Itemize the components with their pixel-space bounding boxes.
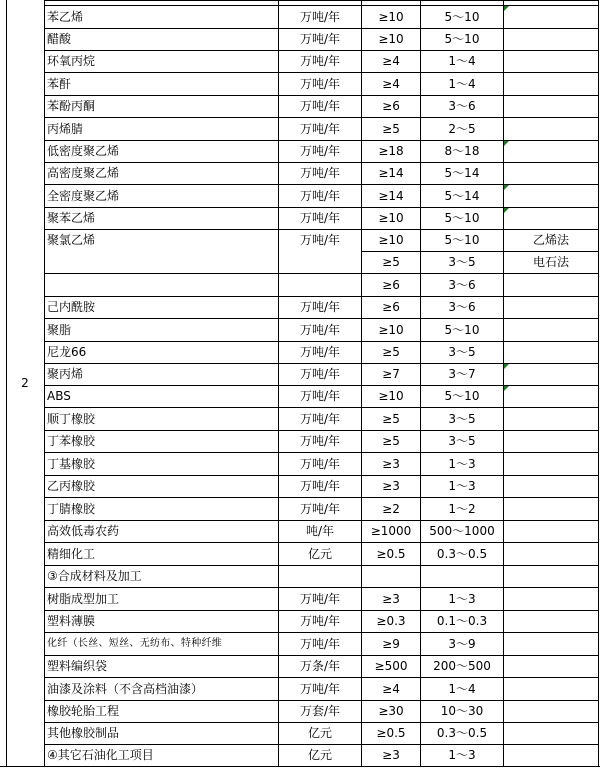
scale-range: 8～18 [444,144,480,158]
note [504,520,598,542]
comment-marker-icon [504,364,509,369]
unit: 万吨/年 [299,166,341,180]
unit: 万吨/年 [299,121,341,136]
item-name: 全密度聚乙烯 [47,188,120,203]
row-line [44,0,598,1]
comment-marker-icon [504,208,509,213]
item-name: 塑料薄膜 [47,614,96,628]
scale-range: 1～4 [448,76,476,91]
min-scale: ≥5 [382,121,400,136]
unit: 亿元 [307,546,332,561]
unit: 万吨/年 [299,501,341,516]
scale-range: 10～30 [440,704,484,718]
scale-range: 200～500 [433,659,491,673]
item-name: 丙烯腈 [47,121,84,136]
item-name: 丁苯橡胶 [47,434,96,448]
scale-range: 3～6 [448,277,476,292]
note [504,5,598,28]
note [504,610,598,632]
scale-range: 3～5 [448,345,476,359]
note [504,587,598,610]
comment-marker-icon [504,6,509,11]
item-name: 低密度聚乙烯 [47,144,120,158]
item-name: 聚脂 [47,322,72,337]
scale-range: 5～14 [444,166,480,180]
note [504,407,598,430]
scale-range: 5～10 [444,32,480,46]
scale-range: 5～10 [444,211,480,225]
note [504,655,598,677]
min-scale: ≥3 [382,456,400,471]
note [504,72,598,95]
unit: 万吨/年 [299,76,341,91]
note [504,50,598,72]
note [504,363,598,385]
comment-marker-icon [504,185,509,190]
note [504,117,598,140]
item-name: 苯酐 [47,76,72,91]
scale-range: 1～2 [448,501,476,516]
comment-marker-icon [504,141,509,146]
scale-range: 0.3～0.5 [436,726,488,740]
row-line [44,766,598,767]
min-scale: ≥30 [378,704,404,718]
note [504,184,598,207]
min-scale: ≥14 [378,166,404,180]
item-name: 化纤（长丝、短丝、无纺布、特种纤维 [47,637,223,649]
unit: 万吨/年 [299,188,341,203]
note [504,296,598,318]
min-scale: ≥6 [382,99,400,113]
min-scale: ≥9 [382,636,400,651]
min-scale: ≥18 [378,144,404,158]
min-scale: ≥14 [378,188,404,203]
note [504,542,598,565]
min-scale: ≥500 [374,659,408,673]
min-scale: ≥3 [382,748,400,762]
min-scale: ≥10 [378,211,404,225]
min-scale: ≥10 [378,233,404,247]
item-name: 丁基橡胶 [47,456,96,471]
scale-range: 0.3～0.5 [436,546,488,561]
item-name: 顺丁橡胶 [47,411,96,426]
note [504,722,598,744]
unit: 亿元 [307,748,332,762]
note [504,207,598,229]
scale-range: 2～5 [448,121,476,136]
item-name: 树脂成型加工 [47,591,120,606]
note [504,95,598,117]
scale-range: 5～10 [444,233,480,247]
scale-range: 1～3 [448,456,476,471]
unit: 万吨/年 [299,367,341,381]
scale-range: 5～10 [444,322,480,337]
min-scale: ≥5 [382,411,400,426]
scale-range: 1～3 [448,479,476,493]
note [504,677,598,700]
scale-range: 3～5 [448,411,476,426]
min-scale: ≥3 [382,479,400,493]
unit: 万吨/年 [299,479,341,493]
min-scale: ≥0.5 [376,546,406,561]
item-name: 橡胶轮胎工程 [47,704,120,718]
min-scale: ≥4 [382,76,400,91]
scale-range: 3～6 [448,99,476,113]
unit: 万吨/年 [299,345,341,359]
unit: 万条/年 [299,659,341,673]
item-name: 苯酚丙酮 [47,99,96,113]
unit: 万套/年 [299,704,341,718]
item-name: 精细化工 [47,546,96,561]
unit: 万吨/年 [299,32,341,46]
note [504,273,598,296]
item-name: 高密度聚乙烯 [47,166,120,180]
scale-range: 5～14 [444,188,480,203]
item-name: 己内酰胺 [47,300,96,314]
scale-range: 1～3 [448,748,476,762]
scale-range: 500～1000 [429,524,495,538]
unit: 万吨/年 [299,636,341,651]
scale-range: 3～5 [448,434,476,448]
item-name: 乙丙橡胶 [47,479,96,493]
note [504,497,598,520]
item-name: 丁腈橡胶 [47,501,96,516]
min-scale: ≥4 [382,54,400,68]
scale-range: 0.1～0.3 [436,614,488,628]
unit: 万吨/年 [299,300,341,314]
scale-range: 3～9 [448,636,476,651]
min-scale: ≥10 [378,9,404,24]
note [504,341,598,363]
unit: 吨/年 [305,524,335,538]
min-scale: ≥0.3 [376,614,406,628]
note [504,744,598,766]
unit: 万吨/年 [299,322,341,337]
unit: 万吨/年 [299,411,341,426]
item-name: 聚氯乙烯 [47,233,96,247]
note: 乙烯法 [532,233,569,247]
unit: 万吨/年 [299,211,341,225]
item-name: 其他橡胶制品 [47,726,120,740]
item-name: 聚丙烯 [47,367,84,381]
item-name: 塑料编织袋 [47,659,108,673]
min-scale: ≥1000 [370,524,412,538]
unit: 万吨/年 [299,9,341,24]
scale-range: 5～10 [444,9,480,24]
note [504,162,598,184]
unit: 万吨/年 [299,144,341,158]
min-scale: ≥6 [382,277,400,292]
note [504,632,598,655]
item-name: 油漆及涂料（不含高档油漆） [47,681,204,696]
group-index: 2 [21,376,29,390]
scale-range: 3～6 [448,300,476,314]
item-name: 环氧丙烷 [47,54,96,68]
unit [279,251,361,296]
note [504,452,598,475]
scale-range: 3～7 [448,367,476,381]
min-scale: ≥7 [382,367,400,381]
unit: 万吨/年 [299,681,341,696]
scale-range: 5～10 [444,389,480,403]
note [504,475,598,497]
min-scale: ≥6 [382,300,400,314]
scale-range: 1～4 [448,681,476,696]
item-name: 高效低毒农药 [47,524,120,538]
min-scale: ≥5 [382,434,400,448]
scale-range: 1～4 [448,54,476,68]
unit: 万吨/年 [299,99,341,113]
unit: 万吨/年 [299,54,341,68]
min-scale: ≥0.5 [376,726,406,740]
note [504,385,598,407]
min-scale: ≥10 [378,322,404,337]
note [504,430,598,452]
min-scale: ≥10 [378,32,404,46]
item-name: ④其它石油化工项目 [47,748,154,762]
unit: 亿元 [307,726,332,740]
min-scale: ≥4 [382,681,400,696]
min-scale: ≥10 [378,389,404,403]
unit: 万吨/年 [299,434,341,448]
note-column-border [598,0,599,766]
min-scale: ≥5 [382,255,400,269]
unit: 万吨/年 [299,614,341,628]
item-name: 醋酸 [47,32,72,46]
note: 电石法 [532,255,569,269]
scale-range: 1～3 [448,591,476,606]
note [504,318,598,341]
unit: 万吨/年 [299,389,341,403]
unit: 万吨/年 [299,456,341,471]
item-name: 尼龙66 [47,345,87,359]
item-name [45,251,278,296]
note [504,700,598,722]
min-scale: ≥3 [382,591,400,606]
item-name: 苯乙烯 [47,9,84,24]
note [504,140,598,162]
min-scale: ≥5 [382,345,400,359]
section-header: ③合成材料及加工 [47,569,142,583]
item-name: 聚苯乙烯 [47,211,96,225]
unit: 万吨/年 [299,233,341,247]
unit: 万吨/年 [299,591,341,606]
note [504,28,598,50]
scale-range: 3～5 [448,255,476,269]
min-scale: ≥2 [382,501,400,516]
item-name: ABS [47,389,71,403]
comment-marker-icon [504,386,509,391]
